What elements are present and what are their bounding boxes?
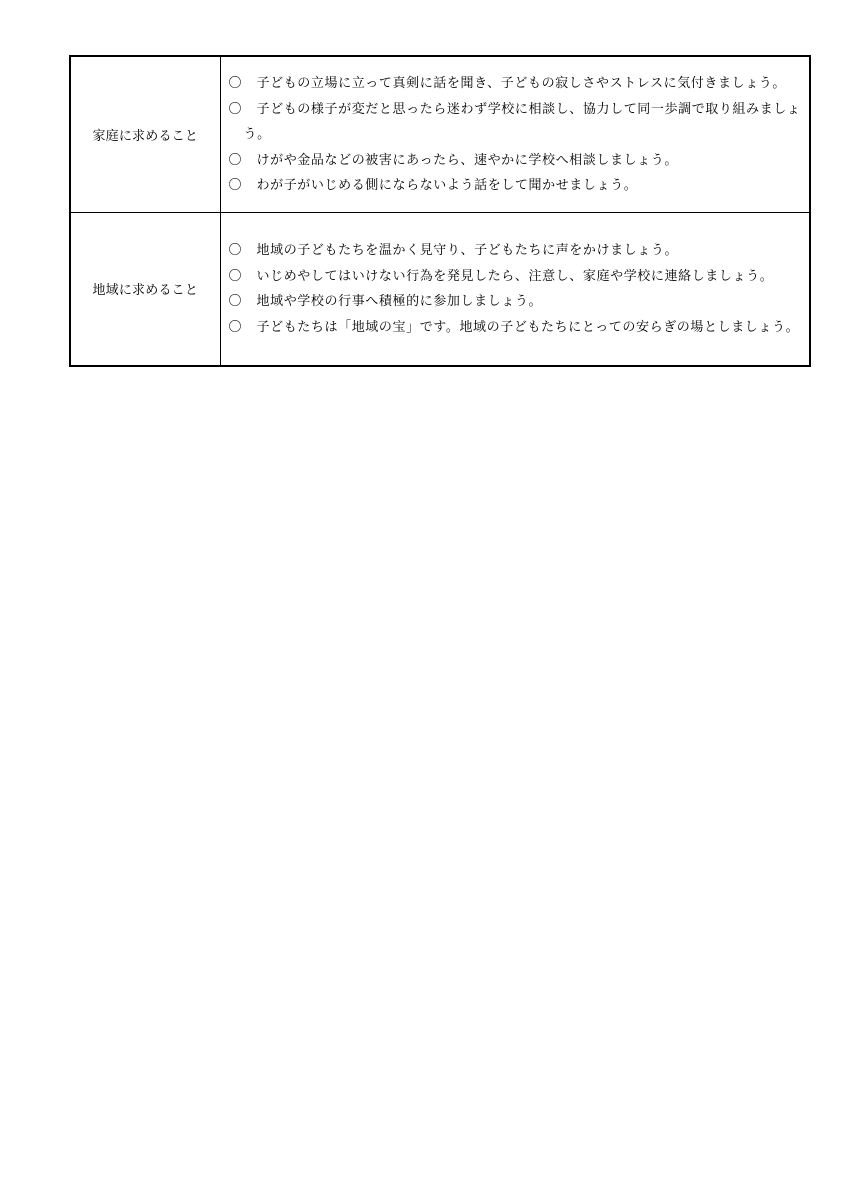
table-row-community bbox=[70, 212, 810, 366]
circle-bullet-icon: 〇 bbox=[228, 76, 243, 91]
circle-bullet-icon: 〇 bbox=[228, 243, 243, 259]
list-item bbox=[229, 238, 802, 264]
circle-bullet-icon: 〇 bbox=[228, 101, 243, 117]
circle-bullet-icon: 〇 bbox=[228, 294, 243, 310]
list-item-text: 地域の子どもたちを温かく見守り、子どもたちに声をかけましょう。 bbox=[256, 243, 679, 259]
list-item-text: わが子がいじめる側にならないよう話をして聞かせましょう。 bbox=[256, 178, 638, 193]
requests-table bbox=[69, 55, 811, 367]
list-item-text: 子どもの立場に立って真剣に話を聞き、子どもの寂しさやストレスに気付きましょう。 bbox=[256, 76, 786, 91]
circle-bullet-icon: 〇 bbox=[228, 178, 243, 193]
list-item bbox=[229, 315, 802, 341]
row-label-community: 地域に求めること bbox=[70, 212, 220, 366]
table-row-family bbox=[70, 56, 810, 212]
community-items-cell bbox=[220, 212, 810, 366]
list-item bbox=[229, 264, 802, 290]
circle-bullet-icon: 〇 bbox=[228, 319, 243, 335]
row-label-family: 家庭に求めること bbox=[70, 56, 220, 212]
list-item bbox=[229, 173, 802, 199]
list-item-text: けがや金品などの被害にあったら、速やかに学校へ相談しましょう。 bbox=[256, 152, 678, 168]
list-item-text: いじめやしてはいけない行為を発見したら、注意し、家庭や学校に連絡しましょう。 bbox=[256, 268, 774, 284]
list-item bbox=[229, 148, 802, 174]
circle-bullet-icon: 〇 bbox=[228, 152, 243, 168]
list-item bbox=[229, 71, 802, 97]
list-item bbox=[229, 97, 802, 148]
list-item bbox=[229, 289, 802, 315]
list-item-text: 子どもたちは「地域の宝」です。地域の子どもたちにとっての安らぎの場としましょう。 bbox=[256, 319, 800, 335]
list-item-text: 子どもの様子が変だと思ったら迷わず学校に相談し、協力して同一歩調で取り組みましょう。 bbox=[243, 101, 801, 142]
family-items-cell bbox=[220, 56, 810, 212]
circle-bullet-icon: 〇 bbox=[228, 268, 243, 284]
list-item-text: 地域や学校の行事へ積極的に参加しましょう。 bbox=[256, 294, 543, 310]
